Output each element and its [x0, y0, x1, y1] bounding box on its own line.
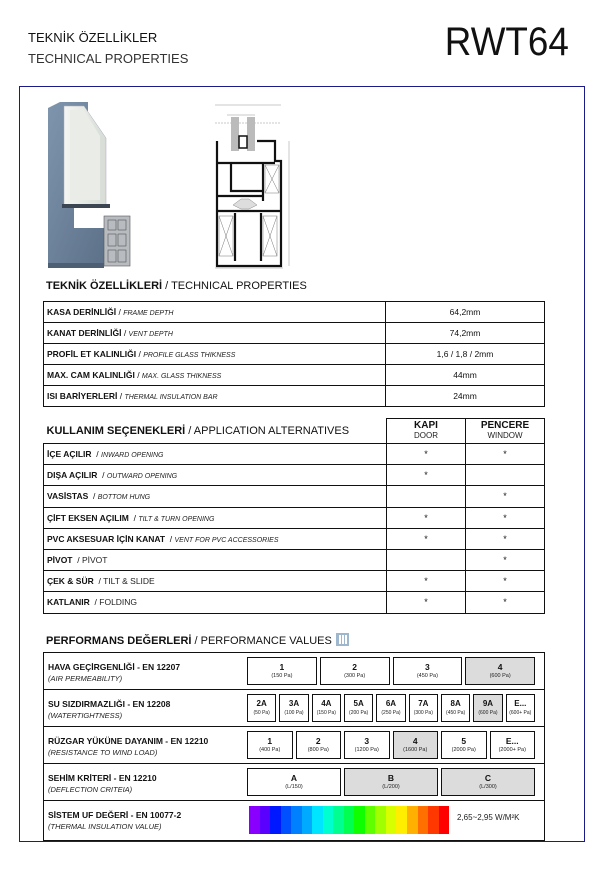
- header-title-tr: TEKNİK ÖZELLİKLER: [28, 30, 158, 45]
- label-tr: VASİSTAS: [47, 491, 89, 502]
- label-tr: KASA DERİNLİĞİ: [47, 307, 117, 317]
- window-mark: *: [466, 549, 545, 570]
- door-en: DOOR: [414, 431, 438, 440]
- class-label: E...: [514, 699, 527, 708]
- window-mark: *: [466, 528, 545, 549]
- class-value: (300 Pa): [344, 673, 366, 679]
- class-value: (L/300): [479, 784, 497, 790]
- class-value: (300 Pa): [413, 710, 433, 716]
- application-label: PİVOT / PİVOT: [44, 549, 387, 570]
- cross-section-drawing: [213, 101, 295, 271]
- gradient-swatch: [291, 806, 302, 834]
- class-value: (600+ Pa): [509, 710, 532, 716]
- class-boxes: [247, 657, 535, 685]
- application-title-tr: KULLANIM SEÇENEKLERİ: [46, 424, 186, 437]
- performance-title-tr: PERFORMANS DEĞERLERİ: [46, 635, 192, 647]
- class-box-highlighted: [393, 731, 439, 759]
- label-en: THERMAL INSULATION BAR: [124, 394, 218, 401]
- thermal-gradient-bar: [249, 806, 449, 834]
- application-row: [44, 528, 545, 549]
- window-mark: *: [466, 592, 545, 613]
- class-value: (50 Pa): [253, 710, 270, 716]
- class-label: 1: [279, 662, 285, 672]
- class-value: (L/150): [285, 784, 303, 790]
- application-header-row: [44, 419, 545, 444]
- gradient-swatch: [333, 806, 344, 834]
- gradient-swatch: [418, 806, 429, 834]
- label-tr: DIŞA AÇILIR: [47, 470, 98, 481]
- technical-row: [44, 386, 545, 407]
- class-label: 2: [315, 736, 321, 746]
- label-en: (THERMAL INSULATION VALUE): [48, 822, 162, 831]
- technical-label: MAX. CAM KALINLIĞI / MAX. GLASS THIKNESS: [44, 365, 386, 386]
- gradient-swatch: [428, 806, 439, 834]
- technical-section-title: [46, 280, 307, 292]
- technical-title-tr: TEKNİK ÖZELLİKLERİ: [46, 280, 163, 292]
- label-en: OUTWARD OPENING: [106, 473, 178, 481]
- class-value: (600 Pa): [489, 673, 511, 679]
- gradient-swatch: [396, 806, 407, 834]
- gradient-swatch: [365, 806, 376, 834]
- class-box: [441, 731, 487, 759]
- door-mark: *: [387, 465, 466, 486]
- gradient-swatch: [249, 806, 260, 834]
- window-mark: *: [466, 486, 545, 507]
- class-boxes: [247, 731, 535, 759]
- class-boxes: [247, 694, 535, 722]
- label-tr: KANAT DERİNLİĞİ: [47, 328, 122, 338]
- class-box: [247, 657, 317, 685]
- class-box: [296, 731, 342, 759]
- class-boxes: [247, 768, 535, 796]
- thermal-row: [44, 801, 544, 841]
- application-row: [44, 549, 545, 570]
- label-tr: PİVOT: [47, 555, 73, 566]
- class-value: (150 Pa): [316, 710, 336, 716]
- label-en: PİVOT: [81, 555, 108, 566]
- label-tr: KATLANIR: [47, 597, 90, 608]
- application-row: [44, 465, 545, 486]
- performance-label: [48, 809, 181, 833]
- class-label: A: [290, 773, 298, 783]
- door-mark: *: [387, 592, 466, 613]
- class-label: 4: [497, 662, 503, 672]
- class-box-highlighted: [465, 657, 535, 685]
- technical-row: [44, 323, 545, 344]
- class-label: 8A: [450, 699, 461, 708]
- label-tr: SİSTEM UF DEĞERİ - EN 10077-2: [48, 810, 182, 820]
- performance-label: [48, 772, 157, 796]
- class-value: (2000 Pa): [451, 747, 476, 753]
- label-en: PROFILE GLASS THIKNESS: [143, 352, 236, 359]
- door-mark: *: [387, 528, 466, 549]
- application-row: [44, 507, 545, 528]
- class-value: (450 Pa): [446, 710, 466, 716]
- application-label: ÇİFT EKSEN AÇILIM / TILT & TURN OPENING: [44, 507, 387, 528]
- window-mark: [466, 465, 545, 486]
- class-value: (1600 Pa): [403, 747, 428, 753]
- performance-title-en: / PERFORMANCE VALUES: [191, 635, 332, 647]
- gradient-swatch: [312, 806, 323, 834]
- gradient-swatch: [344, 806, 355, 834]
- label-tr: ÇİFT EKSEN AÇILIM: [47, 512, 129, 523]
- window-mark: *: [466, 507, 545, 528]
- class-value: (200 Pa): [349, 710, 369, 716]
- class-value: (250 Pa): [381, 710, 401, 716]
- class-value: (2000+ Pa): [498, 747, 526, 753]
- class-label: 4: [412, 736, 418, 746]
- gradient-swatch: [270, 806, 281, 834]
- class-box: [393, 657, 463, 685]
- gradient-swatch: [260, 806, 271, 834]
- label-tr: SEHİM KRİTERİ - EN 12210: [48, 773, 157, 783]
- window-mark: *: [466, 444, 545, 465]
- technical-label: ISI BARİYERLERİ / THERMAL INSULATION BAR: [44, 386, 386, 407]
- performance-badge-icon: [336, 633, 349, 646]
- label-en: BOTTOM HUNG: [97, 494, 151, 502]
- class-label: 3: [425, 662, 430, 672]
- column-door: [387, 419, 466, 444]
- label-en: INWARD OPENING: [101, 452, 164, 460]
- application-label: VASİSTAS / BOTTOM HUNG: [44, 486, 387, 507]
- performance-row: [44, 727, 544, 764]
- technical-value: 74,2mm: [386, 323, 545, 344]
- performance-row: [44, 653, 544, 690]
- label-en: (AIR PERMEABILITY): [48, 674, 123, 683]
- class-label: 2: [352, 662, 357, 672]
- class-value: (450 Pa): [416, 673, 438, 679]
- performance-label: [48, 735, 208, 759]
- label-tr: MAX. CAM KALINLIĞI: [47, 370, 135, 380]
- door-mark: [387, 486, 466, 507]
- label-tr: PVC AKSESUAR İÇİN KANAT: [47, 533, 166, 544]
- label-en: (DEFLECTION CRITEIA): [48, 785, 133, 794]
- window-tr: PENCERE: [480, 420, 530, 431]
- class-label: E...: [505, 736, 519, 746]
- label-en: (WATERTIGHTNESS): [48, 711, 123, 720]
- class-box: [247, 694, 276, 722]
- label-en: TILT & SLIDE: [103, 576, 155, 587]
- class-box-highlighted: [473, 694, 502, 722]
- technical-value: 1,6 / 1,8 / 2mm: [386, 344, 545, 365]
- application-row: [44, 444, 545, 465]
- class-label: 2A: [256, 699, 267, 708]
- class-label: 6A: [385, 699, 397, 708]
- application-label: ÇEK & SÜR / TILT & SLIDE: [44, 571, 387, 592]
- technical-value: 44mm: [386, 365, 545, 386]
- performance-table: [43, 652, 545, 841]
- technical-label: PROFİL ET KALINLIĞI / PROFILE GLASS THIKNESS: [44, 344, 386, 365]
- technical-row: [44, 344, 545, 365]
- class-label: 9A: [482, 699, 494, 708]
- gradient-swatch: [354, 806, 365, 834]
- class-label: 7A: [418, 699, 429, 708]
- application-row: [44, 486, 545, 507]
- thermal-value: 2,65~2,95 W/M²K: [457, 813, 520, 822]
- class-label: 5A: [353, 699, 364, 708]
- door-tr: KAPI: [414, 420, 438, 431]
- class-label: C: [484, 773, 492, 783]
- gradient-swatch: [386, 806, 397, 834]
- gradient-swatch: [375, 806, 386, 834]
- class-box: [490, 731, 536, 759]
- gradient-swatch: [302, 806, 313, 834]
- class-box: [344, 731, 390, 759]
- class-value: (L/200): [382, 784, 400, 790]
- profile-photo: [44, 98, 134, 270]
- class-box: [279, 694, 308, 722]
- door-mark: *: [387, 444, 466, 465]
- class-box: [506, 694, 535, 722]
- class-box-highlighted: [441, 768, 535, 796]
- application-label: PVC AKSESUAR İÇİN KANAT / VENT FOR PVC ACCESSORIES: [44, 528, 387, 549]
- class-box: [312, 694, 341, 722]
- column-window: [466, 419, 545, 444]
- gradient-swatch: [407, 806, 418, 834]
- class-label: B: [387, 773, 395, 783]
- model-name: RWT64: [444, 20, 569, 64]
- class-box: [376, 694, 405, 722]
- label-en: TILT & TURN OPENING: [138, 515, 215, 523]
- class-label: 5: [461, 736, 467, 746]
- technical-row: [44, 302, 545, 323]
- label-en: VENT DEPTH: [128, 331, 173, 338]
- class-box: [344, 694, 373, 722]
- application-row: [44, 592, 545, 613]
- window-mark: *: [466, 571, 545, 592]
- class-label: 3: [364, 736, 370, 746]
- label-tr: SU SIZDIRMAZLIĞI - EN 12208: [48, 699, 171, 709]
- door-mark: [387, 549, 466, 570]
- class-box-highlighted: [344, 768, 438, 796]
- class-label: 4A: [321, 699, 332, 708]
- performance-label: [48, 698, 170, 722]
- gradient-swatch: [439, 806, 450, 834]
- label-en: (RESISTANCE TO WIND LOAD): [48, 748, 158, 757]
- performance-section-title: [46, 633, 349, 647]
- application-table: [43, 418, 545, 614]
- window-en: WINDOW: [487, 431, 523, 440]
- label-en: VENT FOR PVC ACCESSORIES: [174, 536, 279, 544]
- technical-value: 24mm: [386, 386, 545, 407]
- technical-properties-table: [43, 301, 545, 407]
- application-title-en: / APPLICATION ALTERNATIVES: [185, 424, 350, 437]
- application-section-title: [44, 419, 387, 444]
- label-tr: ISI BARİYERLERİ: [47, 391, 118, 401]
- application-label: KATLANIR / FOLDING: [44, 592, 387, 613]
- technical-row: [44, 365, 545, 386]
- gradient-swatch: [323, 806, 334, 834]
- gradient-swatch: [281, 806, 292, 834]
- class-box: [409, 694, 438, 722]
- class-value: (800 Pa): [307, 747, 329, 753]
- label-tr: ÇEK & SÜR: [47, 576, 94, 587]
- technical-label: KASA DERİNLİĞİ / FRAME DEPTH: [44, 302, 386, 323]
- application-row: [44, 571, 545, 592]
- class-box: [247, 768, 341, 796]
- class-value: (100 Pa): [284, 710, 304, 716]
- technical-title-en: / TECHNICAL PROPERTIES: [162, 280, 307, 292]
- class-value: (600 Pa): [478, 710, 498, 716]
- performance-row: [44, 764, 544, 801]
- class-value: (400 Pa): [259, 747, 281, 753]
- label-tr: PROFİL ET KALINLIĞI: [47, 349, 137, 359]
- class-label: 1: [267, 736, 273, 746]
- label-tr: RÜZGAR YÜKÜNE DAYANIM - EN 12210: [48, 736, 209, 746]
- header-title-en: TECHNICAL PROPERTIES: [28, 51, 189, 66]
- technical-value: 64,2mm: [386, 302, 545, 323]
- class-value: (150 Pa): [271, 673, 293, 679]
- label-tr: HAVA GEÇİRGENLİĞİ - EN 12207: [48, 662, 181, 672]
- class-box: [247, 731, 293, 759]
- technical-label: KANAT DERİNLİĞİ / VENT DEPTH: [44, 323, 386, 344]
- class-value: (1200 Pa): [354, 747, 379, 753]
- class-label: 3A: [288, 699, 300, 708]
- label-tr: İÇE AÇILIR: [47, 449, 92, 460]
- door-mark: *: [387, 507, 466, 528]
- label-en: FRAME DEPTH: [123, 310, 174, 317]
- label-en: MAX. GLASS THIKNESS: [141, 373, 222, 380]
- application-label: DIŞA AÇILIR / OUTWARD OPENING: [44, 465, 387, 486]
- class-box: [320, 657, 390, 685]
- class-box: [441, 694, 470, 722]
- performance-label: [48, 661, 180, 685]
- label-en: FOLDING: [99, 597, 138, 608]
- application-label: İÇE AÇILIR / INWARD OPENING: [44, 444, 387, 465]
- door-mark: *: [387, 571, 466, 592]
- performance-row: [44, 690, 544, 727]
